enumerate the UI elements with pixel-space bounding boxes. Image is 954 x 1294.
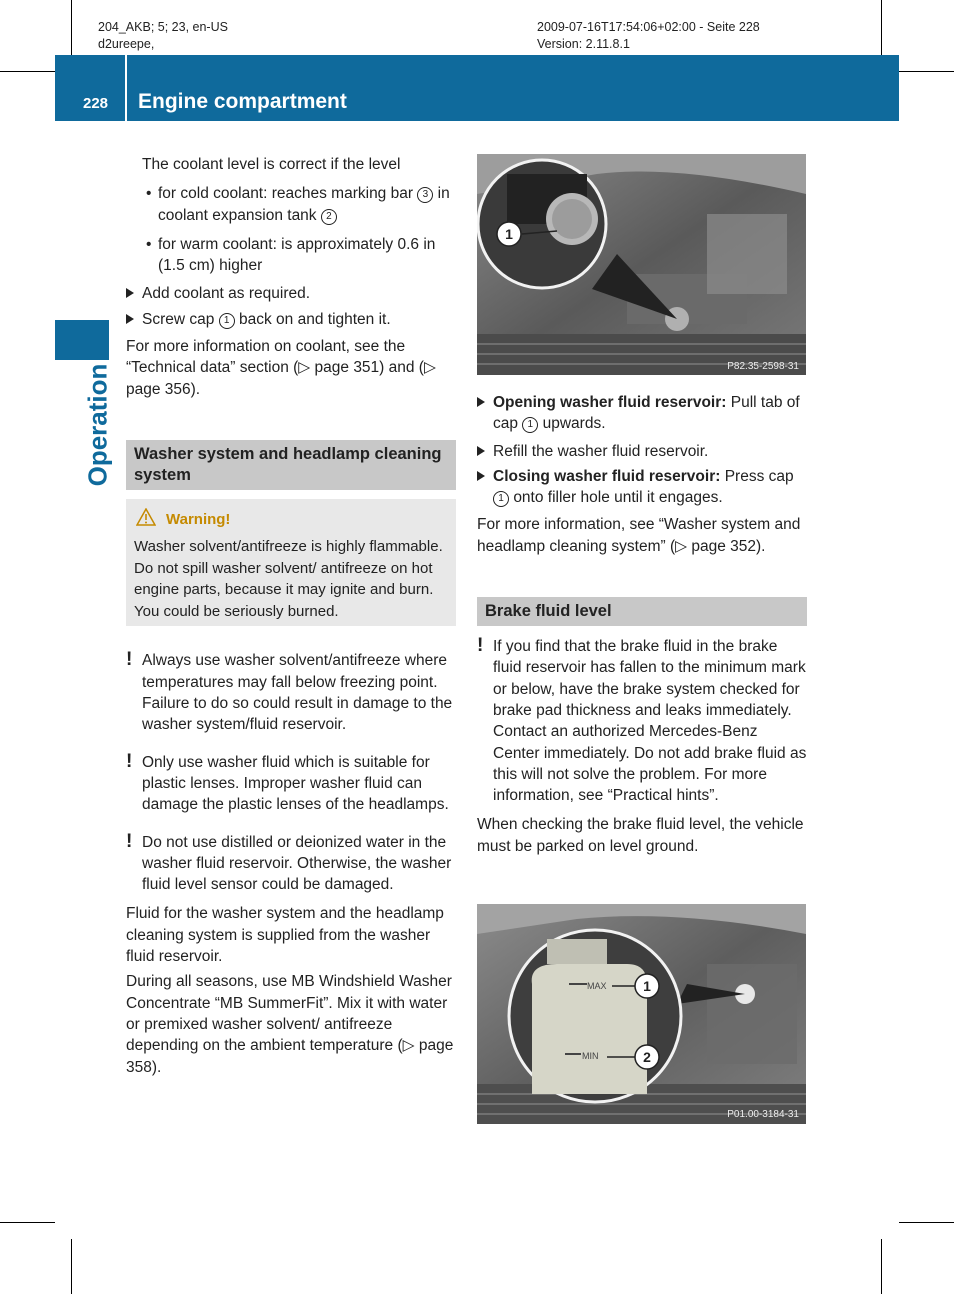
brake-illustration	[477, 904, 806, 1124]
min-mark-label: MIN	[582, 1051, 599, 1061]
caution-note	[126, 832, 456, 896]
crop-mark	[0, 1222, 55, 1223]
caution-note	[126, 650, 456, 735]
warning-box	[126, 499, 456, 627]
washer-paragraph: During all seasons, use MB Windshield Washer Concentrate “MB SummerFit”. Mix it with water or premixed washer solvent/ antifreeze depending on the ambient temperature (▷ page 358).	[126, 973, 454, 1076]
step-text: Refill the washer fluid reservoir.	[493, 442, 709, 460]
callout-number: 1	[493, 491, 509, 507]
meta-line: Version: 2.11.8.1	[537, 37, 630, 51]
engine-photo-washer-reservoir	[477, 154, 806, 375]
callout-number: 2	[321, 209, 337, 225]
coolant-more-info: For more information on coolant, see the “Technical data” section (▷ page 351) and (▷ page 356).	[126, 338, 436, 398]
note-text: Only use washer fluid which is suitable for plastic lenses. Improper washer fluid can damage the plastic lenses of the headlamps.	[142, 753, 449, 814]
crop-mark	[899, 71, 954, 72]
caution-note	[477, 636, 807, 806]
note-text: Always use washer solvent/antifreeze where temperatures may fall below freezing point. Failure to do so could result in damage to the washer system/fluid reservoir.	[142, 652, 453, 734]
crop-mark	[0, 71, 55, 72]
step-text: back on and tighten it.	[239, 310, 391, 328]
instruction-step	[477, 441, 807, 462]
step-text: Pull tab of cap	[493, 394, 800, 433]
instruction-step	[126, 283, 456, 304]
exclamation-icon: !	[126, 830, 133, 852]
right-column	[477, 392, 807, 857]
crop-mark	[881, 0, 882, 55]
warning-title-text: Warning!	[166, 510, 231, 528]
bullet: •	[146, 185, 152, 203]
washer-paragraph: Fluid for the washer system and the headlamp cleaning system is supplied from the washer fluid reservoir.	[126, 905, 444, 966]
list-item	[142, 183, 456, 226]
side-tab	[55, 320, 109, 360]
step-arrow-icon	[126, 288, 134, 298]
photo-code: P01.00-3184-31	[727, 1109, 799, 1120]
photo-callout: 2	[643, 1049, 651, 1065]
step-arrow-icon	[477, 446, 485, 456]
callout-number: 1	[522, 417, 538, 433]
exclamation-icon: !	[477, 635, 484, 657]
step-text: Add coolant as required.	[142, 285, 311, 303]
note-text: Do not use distilled or deionized water in the washer fluid reservoir. Otherwise, the washer fluid level sensor could be damaged.	[142, 833, 452, 894]
step-text: upwards.	[542, 415, 606, 433]
step-label: Opening washer fluid reservoir:	[493, 394, 727, 411]
callout-number: 3	[417, 187, 433, 203]
instruction-step	[477, 466, 807, 509]
coolant-intro: The coolant level is correct if the level	[142, 156, 401, 173]
section-title: Engine compartment	[138, 90, 347, 113]
left-column	[126, 154, 456, 1078]
photo-code: P82.35-2598-31	[727, 361, 799, 372]
step-text: Press cap	[724, 467, 794, 485]
warning-text: Washer solvent/antifreeze is highly flammable. Do not spill washer solvent/ antifreeze on hot engine parts, because it may ignite and burn. You could be seriously burned.	[134, 538, 443, 620]
bullet: •	[146, 235, 152, 253]
callout-number: 1	[219, 313, 235, 329]
crop-mark	[71, 0, 72, 55]
note-text: If you find that the brake fluid in the brake fluid reservoir has fallen to the minimum mark or below, have the brake system checked for brake pad thickness and leaks immediately. Contact an authorized Mercedes-Benz Center immediately. Do not add brake fluid as this will not solve the problem. For more information, see “Practical hints”.	[493, 638, 807, 805]
print-meta-left	[98, 19, 228, 53]
side-tab-label	[83, 365, 113, 485]
warning-triangle-icon	[136, 508, 156, 526]
list-text: for warm coolant: is approximately 0.6 in (1.5 cm) higher	[158, 235, 436, 275]
exclamation-icon: !	[126, 750, 133, 772]
exclamation-icon: !	[126, 649, 133, 671]
crop-mark	[881, 1239, 882, 1294]
step-arrow-icon	[477, 397, 485, 407]
step-text: onto filler hole until it engages.	[513, 489, 723, 507]
warning-title	[134, 509, 448, 531]
brake-paragraph: When checking the brake fluid level, the vehicle must be parked on level ground.	[477, 816, 804, 855]
list-text: for cold coolant: reaches marking bar	[158, 185, 414, 203]
print-meta-right	[537, 19, 760, 53]
max-mark-label: MAX	[587, 981, 607, 991]
step-arrow-icon	[477, 471, 485, 481]
photo-callout: 1	[505, 226, 513, 242]
list-text: in coolant expansion tank	[158, 185, 450, 224]
washer-heading: Washer system and headlamp cleaning system	[126, 440, 456, 490]
list-item	[142, 234, 456, 277]
photo-callout: 1	[643, 978, 651, 994]
washer-more-info: For more information, see “Washer system and headlamp cleaning system” (▷ page 352).	[477, 516, 801, 555]
engine-photo-brake-reservoir	[477, 904, 806, 1124]
instruction-step	[126, 309, 456, 330]
meta-line: 204_AKB; 5; 23, en-US	[98, 20, 228, 34]
meta-line: d2ureepe,	[98, 37, 155, 51]
side-tab-text: Operation	[82, 363, 113, 487]
crop-mark	[899, 1222, 954, 1223]
band-divider	[125, 55, 127, 121]
step-label: Closing washer fluid reservoir:	[493, 467, 721, 485]
crop-mark	[71, 1239, 72, 1294]
engine-illustration	[477, 154, 806, 375]
brake-heading: Brake fluid level	[477, 597, 807, 626]
step-text: Screw cap	[142, 310, 215, 328]
step-arrow-icon	[126, 314, 134, 324]
caution-note	[126, 752, 456, 816]
page-number: 228	[83, 95, 109, 112]
instruction-step	[477, 392, 807, 435]
meta-line: 2009-07-16T17:54:06+02:00 - Seite 228	[537, 20, 760, 34]
